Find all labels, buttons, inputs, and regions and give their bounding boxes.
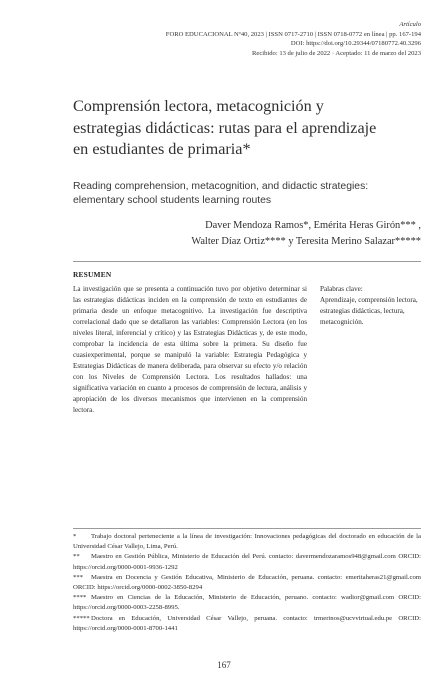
- author-list: [191, 218, 421, 250]
- article-type-label: Artículo: [399, 21, 421, 28]
- footnote-marker: ****: [73, 594, 87, 602]
- footnote-text: Maestro en Gestión Pública, Ministerio de Educación del Perú. contacto: davermendozaramos948@gmail.com ORCID: https://orcid.org/0000-0001-9936-1292: [73, 553, 421, 571]
- article-english-title: Reading comprehension, metacognition, and didactic strategies: elementary school students learning routes: [73, 181, 369, 206]
- page-number: 167: [217, 660, 231, 670]
- footnote-marker: ***: [73, 573, 84, 581]
- footnotes: [73, 532, 421, 634]
- authors-line-1: Daver Mendoza Ramos*, Emérita Heras Girón*** ,: [205, 220, 421, 231]
- authors-line-2: Walter Díaz Ortiz**** y Teresita Merino Salazar*****: [191, 235, 421, 247]
- received-accepted-dates: Recibido: 13 de julio de 2022 · Aceptado: 11 de marzo del 2023: [252, 49, 421, 57]
- footnote: [73, 614, 421, 634]
- abstract-heading: RESUMEN: [73, 270, 112, 279]
- journal-issn-line: FORO EDUCACIONAL Nº40, 2023 | ISSN 0717-2710 | ISSN 0718-0772 en línea | pp. 167-194: [165, 30, 421, 38]
- footnote-marker: *****: [73, 614, 90, 622]
- footnote: [73, 573, 421, 593]
- journal-header: [166, 20, 421, 58]
- article-title: Comprensión lectora, metacognición y estrategias didácticas: rutas para el aprendizaje en estudiantes de primaria*: [73, 97, 377, 158]
- footnote: [73, 532, 421, 552]
- abstract-text: La investigación que se presenta a continuación tuvo por objetivo determinar si las estrategias didácticas inciden en la comprensión de texto en estudiantes de primaria desde un enfoque metacognitivo. La investigación fue descriptiva correlacional dado que se detallaron las variables: Comprensión Lectora (en los niveles literal, inferencial y crítico) y las Estrategias Didácticas y, de este modo, comprobar la incidencia de esta última sobre la primera. Su diseño fue cuasiexperimental, porque se manipuló la variable: Estrategia Pedagógica y Estrategias Didácticas de manera deliberada, para observar su efecto y/o relación con los Niveles de Comprensión Lectora. Los resultados hallados: una significativa variación en cuanto a procesos de comprensión de lectura, análisis y apropiación de los diversos mecanismos que intervienen en la comprensión lectora.: [73, 285, 307, 414]
- footnote-text: Doctora en Educación, Universidad César Vallejo, peruana. contacto: trmerinos@ucvvirtual.edu.pe ORCID: https://orcid.org/0000-0001-8700-1441: [73, 614, 421, 632]
- doi-line: DOI: https://doi.org/10.29344/07180772.40.3296: [290, 40, 421, 48]
- footnote-text: Maestro en Ciencias de la Educación, Ministerio de Educación, peruano. contacto: wadior@gmail.com ORCID: https://orcid.org/0000-0003-2258-8995.: [73, 594, 421, 612]
- footnote: [73, 552, 421, 572]
- keywords-text: Aprendizaje, comprensión lectora, estrategias didácticas, lectura, metacognición.: [320, 296, 418, 326]
- footnote-text: Maestra en Docencia y Gestión Educativa, Ministerio de Educación, peruana. contacto: emeritaheras21@gmail.com ORCID: https://orcid.org/0000-0002-3850-8294: [73, 573, 421, 592]
- footnote-marker: **: [73, 553, 80, 561]
- footnote-marker: *: [73, 533, 77, 540]
- footnote-text: Trabajo doctoral perteneciente a la línea de investigación: Innovaciones pedagógicas del doctorado en educación de la Universidad César Vallejo, Lima, Perú.: [73, 533, 421, 551]
- footnotes-divider: [73, 528, 421, 529]
- footnote: [73, 593, 421, 613]
- section-divider: [73, 261, 421, 262]
- keywords-label: Palabras clave:: [320, 285, 363, 293]
- keywords-box: [320, 284, 418, 328]
